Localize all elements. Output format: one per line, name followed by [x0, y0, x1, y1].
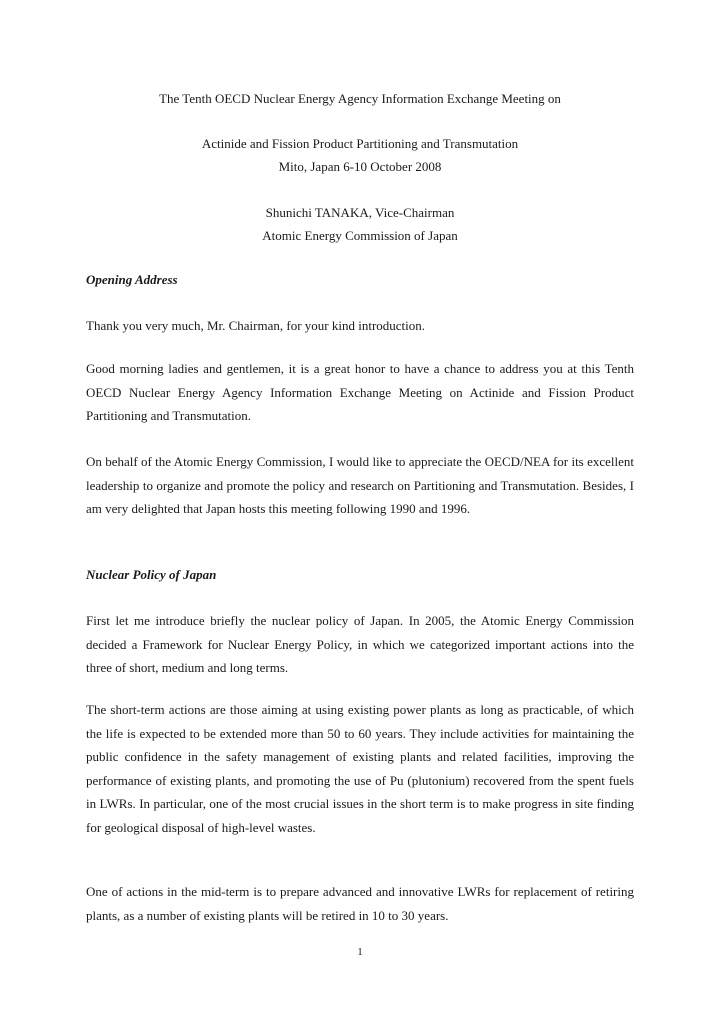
speaker-organization: Atomic Energy Commission of Japan: [262, 228, 458, 243]
paragraph-mid-term: One of actions in the mid-term is to prepare advanced and innovative LWRs for replacement of retiring plants, as a number of existing plants will be retired in 10 to 30 years.: [86, 884, 634, 923]
page-number: 1: [357, 946, 363, 958]
opening-address-heading: Opening Address: [86, 272, 178, 287]
meeting-location-date: Mito, Japan 6-10 October 2008: [278, 159, 442, 174]
paragraph-appreciation: On behalf of the Atomic Energy Commission, I would like to appreciate the OECD/NEA for its excellent leadership to organize and promote the policy and research on Partitioning and Transmutation. Besides, I am very delighted that Japan hosts this meeting following 1990 and 1996.: [86, 454, 634, 516]
meeting-title-line-1: The Tenth OECD Nuclear Energy Agency Information Exchange Meeting on: [159, 91, 561, 106]
speaker-name: Shunichi TANAKA, Vice-Chairman: [265, 205, 455, 220]
paragraph-policy-intro: First let me introduce briefly the nuclear policy of Japan. In 2005, the Atomic Energy Commission decided a Framework for Nuclear Energy Policy, in which we categorized important actions into the three of short, medium and long terms.: [86, 613, 634, 675]
paragraph-thanks: Thank you very much, Mr. Chairman, for your kind introduction.: [86, 318, 426, 333]
nuclear-policy-heading: Nuclear Policy of Japan: [86, 567, 217, 582]
meeting-title-line-2: Actinide and Fission Product Partitioning and Transmutation: [201, 136, 519, 151]
paragraph-greeting: Good morning ladies and gentlemen, it is a great honor to have a chance to address you at this Tenth OECD Nuclear Energy Agency Information Exchange Meeting on Actinide and Fission Product Partitioning and Transmutation.: [86, 361, 634, 423]
paragraph-short-term: The short-term actions are those aiming at using existing power plants as long as practicable, of which the life is expected to be extended more than 50 to 60 years. They include activities for maintaining the public confidence in the safety management of existing plants and related facilities, improving the performance of existing plants, and promoting the use of Pu (plutonium) recovered from the spent fuels in LWRs. In particular, one of the most crucial issues in the short term is to make progress in site finding for geological disposal of high-level wastes.: [86, 702, 634, 835]
